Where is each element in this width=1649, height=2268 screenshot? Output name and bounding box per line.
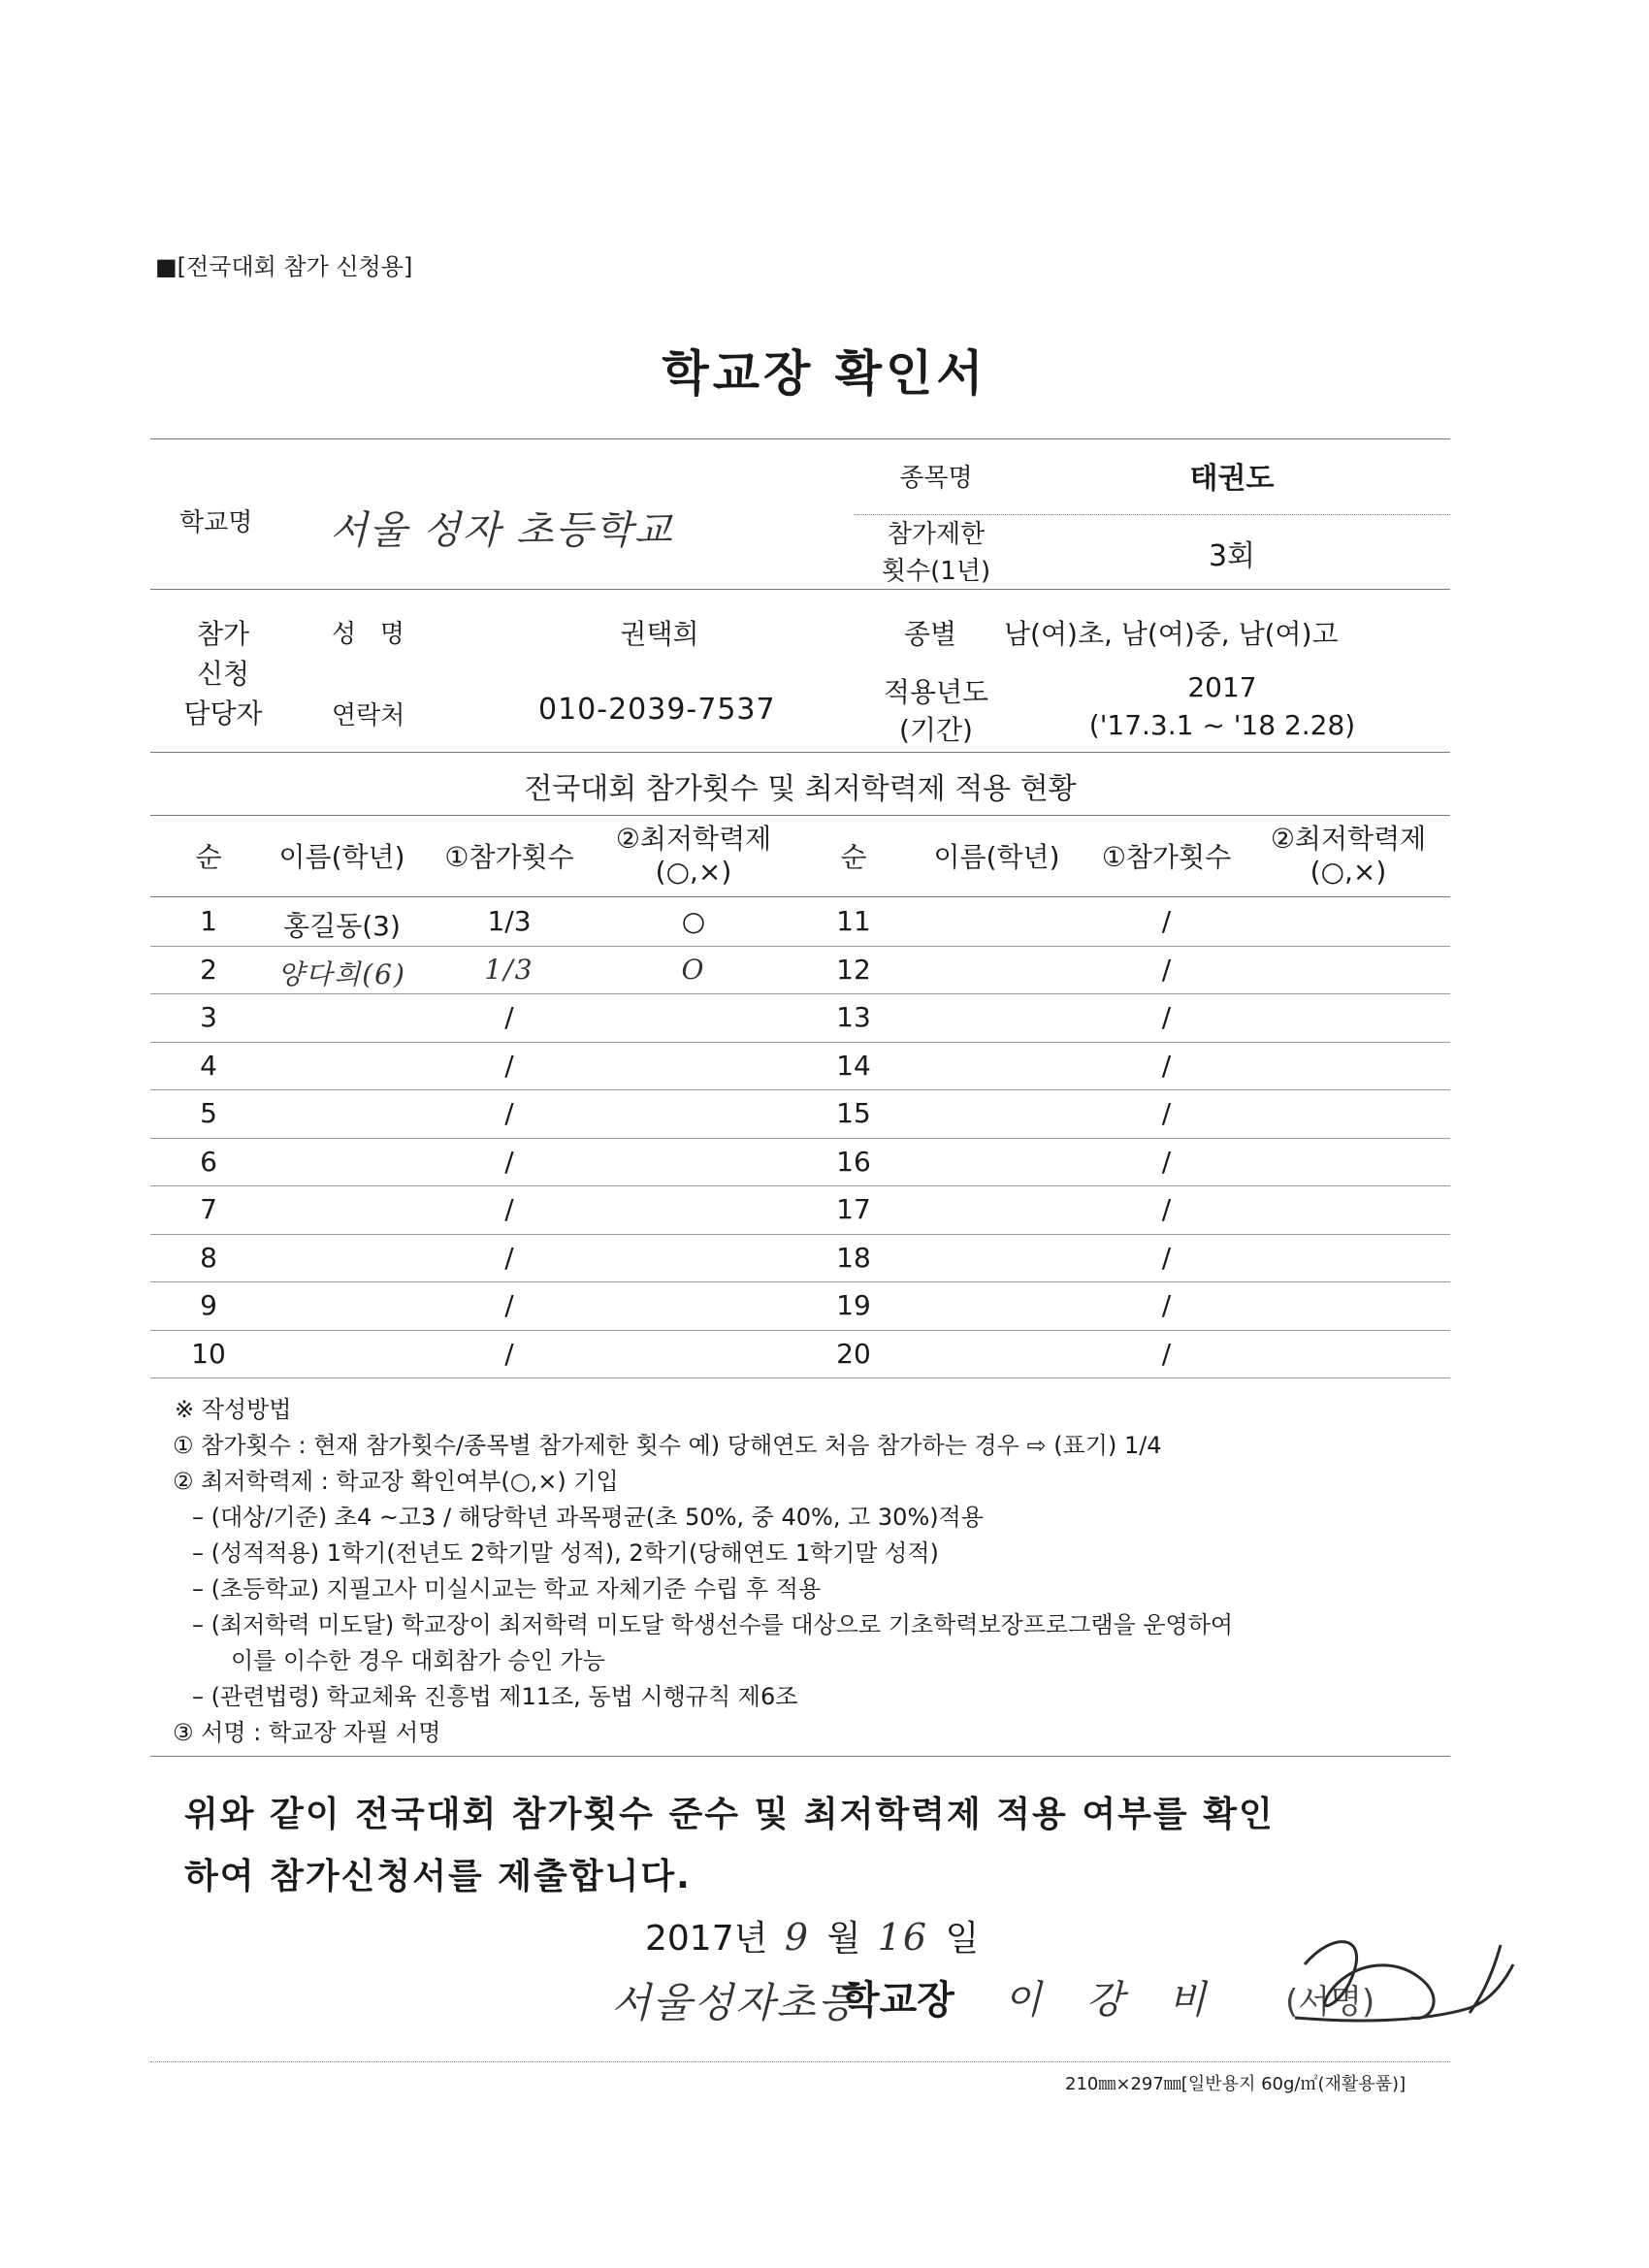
year-value: 2017: [1187, 671, 1257, 703]
limit-label-line1: 참가제한: [887, 520, 986, 549]
cell-count: /: [504, 1001, 514, 1033]
declaration-line1: 위와 같이 전국대회 참가횟수 준수 및 최저학력제 적용 여부를 확인: [184, 1795, 1275, 1834]
header-no: 순: [840, 841, 867, 873]
note-item: 이를 이수한 경우 대회참가 승인 가능: [231, 1647, 605, 1674]
note-item: ① 참가횟수 : 현재 참가횟수/종목별 참가제한 횟수 예) 당해연도 처음 참가하는 경우 ⇨ (표기) 1/4: [173, 1432, 1162, 1459]
date-line: [645, 1911, 979, 1960]
handwritten-signature: [1276, 1926, 1518, 2052]
date-month-label: 월: [826, 1919, 861, 1959]
header-grade-line1: ②최저학력제: [1270, 823, 1427, 855]
signature-sign-label: (서명): [1285, 1983, 1375, 2022]
cell-grade: ○: [681, 905, 706, 937]
category-value: 남(여)초, 남(여)중, 남(여)고: [1004, 618, 1339, 650]
cell-no: 4: [200, 1049, 217, 1082]
cell-count: /: [1161, 1241, 1172, 1274]
manager-name-value: 권택희: [620, 618, 699, 650]
header-count: ①참가횟수: [1101, 841, 1232, 873]
header-grade-line1: ②최저학력제: [615, 823, 772, 855]
year-period: ('17.3.1 ~ '18 2.28): [1088, 709, 1356, 741]
date-day-value: 16: [877, 1916, 929, 1959]
status-section-title: 전국대회 참가횟수 및 최저학력제 적용 현황: [524, 772, 1077, 806]
cell-count: /: [1161, 1145, 1172, 1178]
cell-count: /: [504, 1337, 514, 1370]
notes-heading: ※ 작성방법: [175, 1396, 292, 1423]
cell-count: /: [504, 1049, 514, 1082]
cell-no: 8: [200, 1241, 217, 1274]
event-value: 태권도: [1189, 462, 1275, 496]
row-divider: [150, 1330, 1450, 1331]
divider: [150, 2061, 1450, 2062]
row-divider: [150, 1089, 1450, 1090]
note-item: – (최저학력 미도달) 학교장이 최저학력 미도달 학생선수를 대상으로 기초학력보장프로그램을 운영하여: [192, 1611, 1234, 1638]
category-label: 종별: [904, 618, 957, 650]
manager-label-line2: 신청: [196, 658, 250, 690]
cell-no: 12: [836, 953, 871, 986]
date-month-value: 9: [784, 1916, 811, 1959]
cell-count: 1/3: [484, 953, 534, 986]
header-count: ①참가횟수: [444, 841, 574, 873]
cell-no: 9: [200, 1289, 217, 1321]
document-title: 학교장 확인서: [662, 345, 987, 402]
cell-count: /: [504, 1289, 514, 1321]
cell-count: /: [1161, 1289, 1172, 1321]
cell-count: 1/3: [487, 905, 532, 937]
header-grade-line2: (○,×): [1310, 856, 1387, 888]
cell-count: /: [1161, 1097, 1172, 1129]
cell-no: 5: [200, 1097, 217, 1129]
cell-no: 17: [836, 1193, 871, 1225]
date-day-label: 일: [945, 1919, 980, 1959]
cell-count: /: [504, 1193, 514, 1225]
cell-no: 1: [200, 905, 217, 937]
cell-count: /: [1161, 905, 1172, 937]
divider: [150, 896, 1450, 897]
cell-count: /: [1161, 1193, 1172, 1225]
cell-no: 15: [836, 1097, 871, 1129]
row-divider: [150, 1042, 1450, 1043]
school-name-value: 서울 성자 초등학교: [330, 508, 674, 553]
cell-no: 10: [191, 1337, 226, 1370]
manager-label-line3: 담당자: [183, 697, 263, 729]
row-divider: [150, 993, 1450, 994]
cell-no: 14: [836, 1049, 871, 1082]
signature-school-handwritten: 서울성자초등: [611, 1979, 859, 2026]
divider: [150, 752, 1450, 753]
paper-spec-footer: 210㎜×297㎜[일반용지 60g/㎡(재활용품)]: [1065, 2074, 1406, 2094]
row-divider: [150, 1138, 1450, 1139]
row-divider: [150, 1377, 1450, 1378]
cell-no: 16: [836, 1145, 871, 1178]
divider: [150, 589, 1450, 590]
cell-count: /: [504, 1097, 514, 1129]
date-year: 2017년: [645, 1919, 768, 1959]
cell-no: 13: [836, 1001, 871, 1033]
note-item: – (관련법령) 학교체육 진흥법 제11조, 동법 시행규칙 제6조: [192, 1683, 798, 1710]
cell-no: 3: [200, 1001, 217, 1033]
school-name-label: 학교명: [179, 508, 253, 537]
divider: [150, 438, 1450, 439]
cell-count: /: [1161, 1001, 1172, 1033]
row-divider: [150, 1281, 1450, 1282]
row-divider: [150, 946, 1450, 947]
cell-name: 양다희(6): [277, 957, 406, 990]
manager-label-line1: 참가: [196, 618, 250, 650]
row-divider: [150, 1234, 1450, 1235]
row-divider: [150, 1185, 1450, 1186]
divider: [150, 1756, 1450, 1757]
year-label-line2: (기간): [899, 714, 973, 746]
declaration-line2: 하여 참가신청서를 제출합니다.: [184, 1857, 692, 1896]
signature-title: 학교장: [842, 1978, 954, 2023]
cell-count: /: [504, 1241, 514, 1274]
header-name: 이름(학년): [278, 841, 405, 873]
header-grade-line2: (○,×): [655, 856, 732, 888]
note-item: – (초등학교) 지필고사 미실시교는 학교 자체기준 수립 후 적용: [192, 1575, 822, 1603]
cell-no: 6: [200, 1145, 217, 1178]
manager-name-label: 성 명: [332, 620, 405, 649]
cell-no: 7: [200, 1193, 217, 1225]
note-item: – (대상/기준) 초4 ~고3 / 해당학년 과목평균(초 50%, 중 40%, 고 30%)적용: [192, 1504, 984, 1531]
note-item: ③ 서명 : 학교장 자필 서명: [173, 1719, 441, 1746]
divider: [150, 815, 1450, 816]
cell-grade: O: [681, 953, 706, 986]
event-label: 종목명: [899, 464, 973, 493]
cell-count: /: [1161, 1049, 1172, 1082]
limit-label-line2: 횟수(1년): [881, 557, 991, 586]
cell-count: /: [504, 1145, 514, 1178]
cell-no: 11: [836, 905, 871, 937]
signature-name-handwritten: 이 강 비: [1004, 1978, 1209, 2023]
form-type-label: ■[전국대회 참가 신청용]: [155, 253, 413, 280]
note-item: ② 최저학력제 : 학교장 확인여부(○,×) 기입: [173, 1468, 619, 1495]
year-label-line1: 적용년도: [883, 676, 989, 708]
header-no: 순: [195, 841, 222, 873]
manager-contact-label: 연락처: [332, 701, 405, 730]
cell-no: 2: [200, 953, 217, 986]
note-item: – (성적적용) 1학기(전년도 2학기말 성적), 2학기(당해연도 1학기말 성적): [192, 1539, 939, 1567]
cell-count: /: [1161, 953, 1172, 986]
cell-no: 18: [836, 1241, 871, 1274]
manager-contact-value: 010-2039-7537: [538, 693, 776, 727]
cell-no: 20: [836, 1337, 871, 1370]
cell-count: /: [1161, 1337, 1172, 1370]
cell-name: 홍길동(3): [283, 910, 401, 942]
limit-value: 3회: [1208, 539, 1256, 573]
cell-no: 19: [836, 1289, 871, 1321]
header-name: 이름(학년): [933, 841, 1060, 873]
